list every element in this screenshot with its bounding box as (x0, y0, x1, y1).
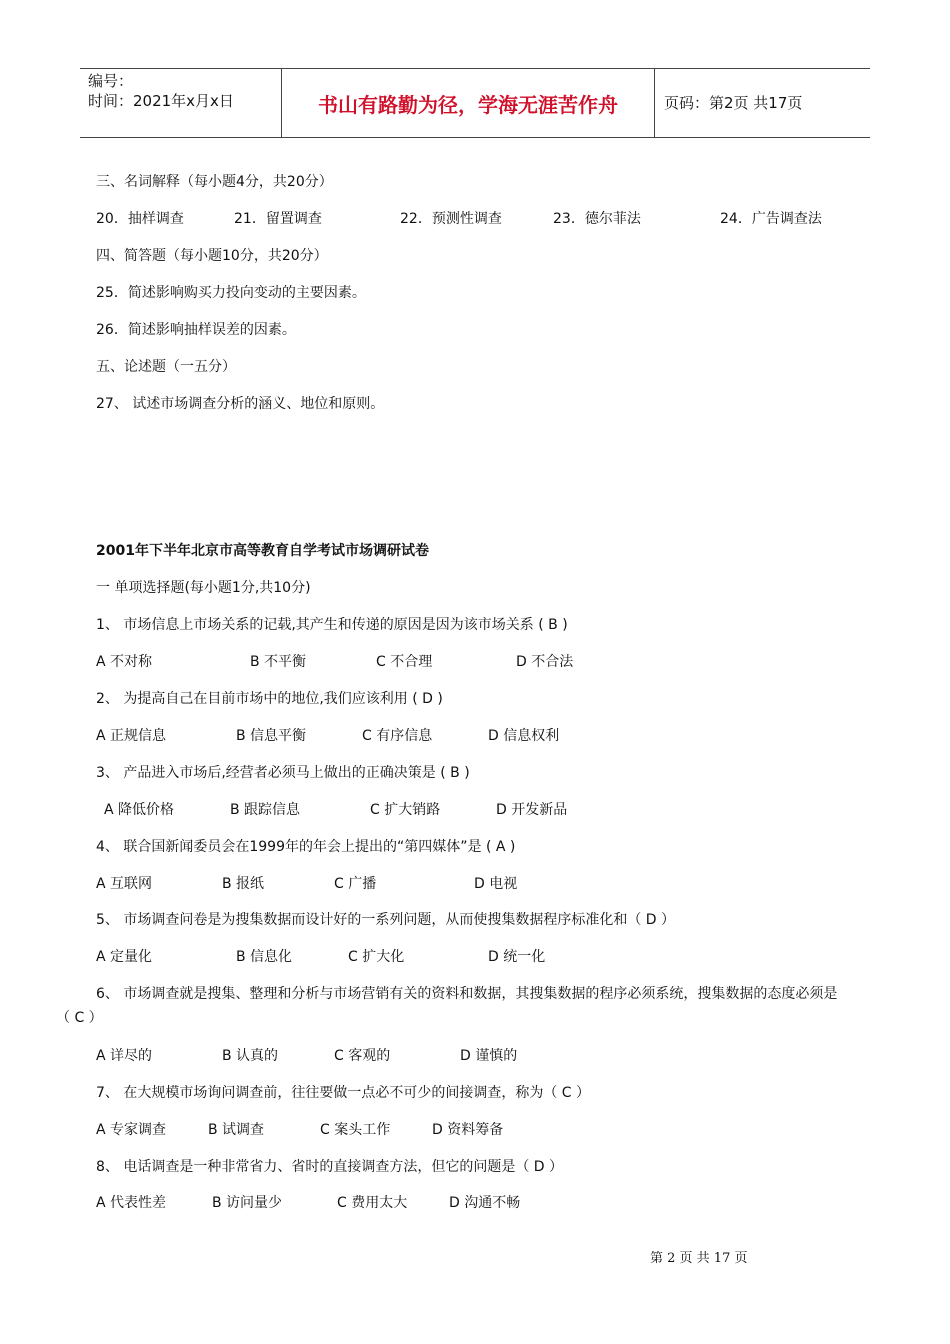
exam-title: 2001年下半年北京市高等教育自学考试市场调研试卷 (96, 543, 429, 559)
option: D 信息权利 (488, 728, 560, 744)
time-label: 时间：2021年x月x日 (88, 92, 234, 110)
question-27: 27、 试述市场调查分析的涵义、地位和原则。 (96, 396, 385, 412)
term-item: 22．预测性调查 (400, 211, 502, 227)
answer-continuation: （ C ） (56, 1010, 103, 1026)
option: B 信息平衡 (236, 728, 307, 744)
option: B 报纸 (222, 876, 265, 892)
header-divider (654, 69, 655, 137)
option: A 互联网 (96, 876, 153, 892)
question-text: 3、 产品进入市场后,经营者必须马上做出的正确决策是 ( B ) (96, 765, 470, 781)
option: B 认真的 (222, 1048, 279, 1064)
option: D 不合法 (516, 654, 574, 670)
option: C 客观的 (334, 1048, 391, 1064)
page-footer: 第 2 页 共 17 页 (650, 1251, 748, 1266)
option: C 扩大销路 (370, 802, 441, 818)
option: C 不合理 (376, 654, 433, 670)
option: A 正规信息 (96, 728, 167, 744)
question-text: 8、 电话调查是一种非常省力、省时的直接调查方法，但它的问题是（ D ） (96, 1159, 564, 1175)
option: D 开发新品 (496, 802, 568, 818)
option: A 定量化 (96, 949, 153, 965)
header-page-label: 页码：第2页 共17页 (664, 94, 803, 112)
option: A 详尽的 (96, 1048, 153, 1064)
page-header (80, 68, 870, 138)
option: B 信息化 (236, 949, 293, 965)
part1-title: 一 单项选择题(每小题1分,共10分) (96, 580, 311, 596)
term-item: 23．德尔菲法 (553, 211, 641, 227)
question-text: 1、 市场信息上市场关系的记载,其产生和传递的原因是因为该市场关系 ( B ) (96, 617, 568, 633)
header-motto: 书山有路勤为径，学海无涯苦作舟 (318, 93, 618, 117)
option: C 案头工作 (320, 1122, 391, 1138)
option: C 扩大化 (348, 949, 405, 965)
question-text: 2、 为提高自己在目前市场中的地位,我们应该利用 ( D ) (96, 691, 443, 707)
question-text: 5、 市场调查问卷是为搜集数据而设计好的一系列问题，从而使搜集数据程序标准化和（ D ） (96, 912, 676, 928)
option: B 访问量少 (212, 1195, 283, 1211)
option: D 统一化 (488, 949, 546, 965)
question-25: 25．简述影响购买力投向变动的主要因素。 (96, 285, 366, 301)
number-label: 编号： (88, 72, 134, 90)
section5-title: 五、论述题（一五分） (96, 359, 236, 375)
option: D 资料筹备 (432, 1122, 504, 1138)
option: B 试调查 (208, 1122, 265, 1138)
option: B 不平衡 (250, 654, 307, 670)
option: A 不对称 (96, 654, 153, 670)
term-item: 24．广告调查法 (720, 211, 822, 227)
option: C 费用太大 (337, 1195, 408, 1211)
question-text: 7、 在大规模市场询问调查前，往往要做一点必不可少的间接调查，称为（ C ） (96, 1085, 591, 1101)
option: A 代表性差 (96, 1195, 167, 1211)
question-26: 26．简述影响抽样误差的因素。 (96, 322, 296, 338)
option: D 电视 (474, 876, 518, 892)
option: C 广播 (334, 876, 377, 892)
header-left (88, 71, 280, 111)
option: D 谨慎的 (460, 1048, 518, 1064)
term-item: 20．抽样调查 (96, 211, 184, 227)
term-item: 21．留置调查 (234, 211, 322, 227)
option: A 专家调查 (96, 1122, 167, 1138)
question-text: 4、 联合国新闻委员会在1999年的年会上提出的“第四媒体”是 ( A ) (96, 839, 516, 855)
option: B 跟踪信息 (230, 802, 301, 818)
option: A 降低价格 (104, 802, 175, 818)
option: C 有序信息 (362, 728, 433, 744)
section4-title: 四、简答题（每小题10分，共20分） (96, 248, 328, 264)
section3-title: 三、名词解释（每小题4分，共20分） (96, 174, 333, 190)
option: D 沟通不畅 (449, 1195, 521, 1211)
question-text: 6、 市场调查就是搜集、整理和分析与市场营销有关的资料和数据，其搜集数据的程序必须系统，搜集数据的态度必须是 (96, 986, 838, 1002)
